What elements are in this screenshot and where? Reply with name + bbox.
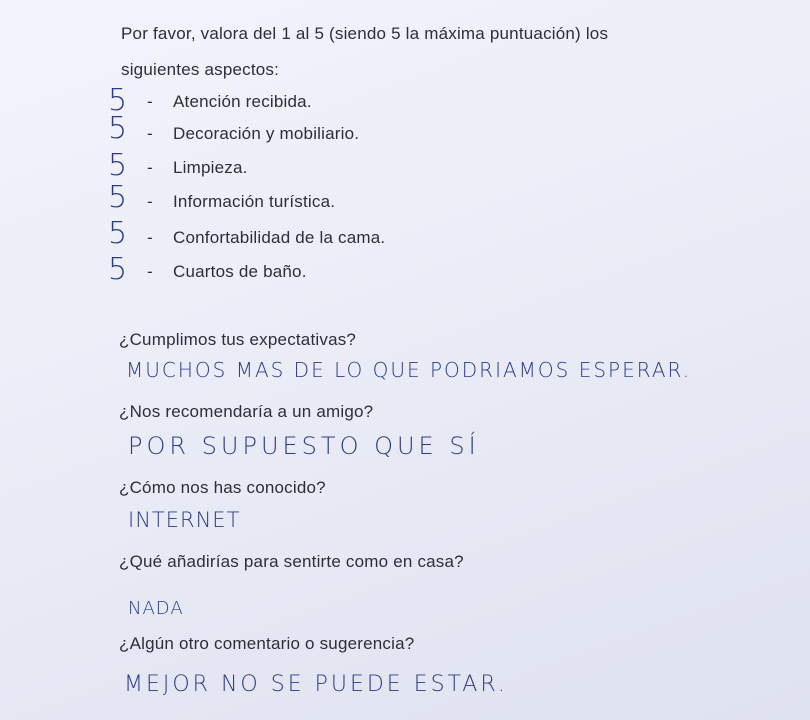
question-casa: ¿Qué añadirías para sentirte como en casa?: [119, 552, 464, 571]
rating-score-decoracion: 5: [108, 111, 128, 146]
rating-label-atencion: Atención recibida.: [173, 92, 312, 111]
answer-recomendaria: POR SUPUESTO QUE SÍ: [128, 432, 480, 460]
rating-dash: -: [147, 192, 153, 211]
rating-dash: -: [147, 228, 153, 247]
question-conocido: ¿Cómo nos has conocido?: [119, 478, 326, 497]
rating-label-bano: Cuartos de baño.: [173, 262, 307, 281]
rating-label-decoracion: Decoración y mobiliario.: [173, 124, 360, 143]
rating-score-limpieza: 5: [108, 148, 128, 183]
rating-score-atencion: 5: [108, 83, 128, 118]
rating-label-cama: Confortabilidad de la cama.: [173, 228, 386, 247]
answer-conocido: INTERNET: [128, 508, 241, 532]
rating-dash: -: [147, 124, 153, 143]
rating-score-informacion: 5: [108, 180, 128, 215]
rating-label-informacion: Información turística.: [173, 192, 336, 211]
intro-line-2: siguientes aspectos:: [121, 60, 280, 79]
question-expectativas: ¿Cumplimos tus expectativas?: [119, 330, 357, 349]
answer-expectativas: MUCHOS MAS DE LO QUE PODRIAMOS ESPERAR.: [126, 358, 692, 382]
answer-casa: NADA: [128, 598, 184, 619]
rating-label-limpieza: Limpieza.: [173, 158, 248, 177]
rating-score-cama: 5: [108, 216, 128, 251]
rating-score-bano: 5: [108, 252, 128, 287]
question-recomendaria: ¿Nos recomendaría a un amigo?: [119, 402, 374, 421]
rating-dash: -: [147, 92, 153, 111]
question-comentario: ¿Algún otro comentario o sugerencia?: [119, 634, 415, 653]
rating-dash: -: [147, 262, 153, 281]
rating-dash: -: [147, 158, 153, 177]
answer-comentario: MEJOR NO SE PUEDE ESTAR.: [124, 672, 508, 697]
intro-line-1: Por favor, valora del 1 al 5 (siendo 5 la máxima puntuación) los: [121, 24, 609, 43]
